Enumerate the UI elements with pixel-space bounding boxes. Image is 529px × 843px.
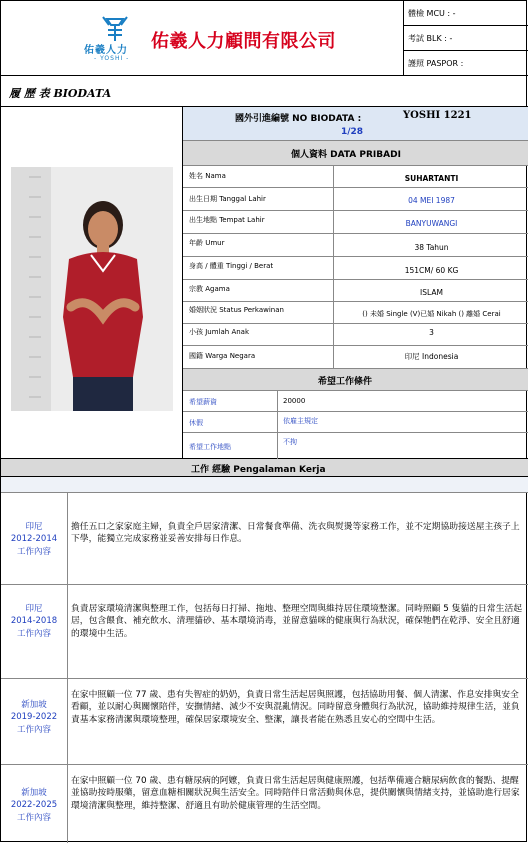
age-value: 38 Tahun xyxy=(414,243,449,252)
experience-period xyxy=(1,521,67,558)
experience-years: 2012-2014 xyxy=(10,534,58,545)
table-row xyxy=(183,346,528,369)
biodata-number-value: YOSHI 1221 xyxy=(403,110,472,121)
marital-status-value: () 未婚 Single (V)已婚 Nikah () 離婚 Cerai xyxy=(362,310,501,318)
table-row xyxy=(183,280,528,302)
table-row xyxy=(183,166,528,188)
table-row xyxy=(183,257,528,280)
personal-section-title: 個人資料 DATA PRIBADI xyxy=(291,150,401,160)
wish-table xyxy=(183,391,528,459)
table-row xyxy=(183,391,528,412)
birth-place-value: BANYUWANGI xyxy=(405,219,458,228)
photo-frame xyxy=(1,107,183,459)
company-name: 佑羲人力顧問有限公司 xyxy=(151,31,336,52)
experience-years: 2022-2025 xyxy=(10,800,58,811)
list-item xyxy=(1,493,528,585)
experience-tag: 工作內容 xyxy=(16,628,51,639)
holiday-label: 休假 xyxy=(189,419,203,427)
table-row xyxy=(183,234,528,257)
logo-text-cn: 佑羲人力 xyxy=(84,45,128,56)
table-row xyxy=(183,412,528,433)
salary-value: 20000 xyxy=(283,397,306,405)
document-title: 履 歷 表 BIODATA xyxy=(1,76,528,107)
logo-text-en: - YOSHI - xyxy=(94,55,130,62)
table-row xyxy=(183,188,528,211)
header-brand xyxy=(1,1,404,76)
experience-years: 2014-2018 xyxy=(10,616,58,627)
experience-section-title: 工作 經驗 Pengalaman Kerja xyxy=(191,465,326,475)
column-divider xyxy=(277,391,278,459)
experience-years: 2019-2022 xyxy=(10,712,58,723)
location-label: 希望工作地點 xyxy=(189,443,231,451)
experience-period xyxy=(1,699,67,736)
religion-label: 宗教 Agama xyxy=(189,285,230,293)
table-row xyxy=(183,433,528,459)
name-value: SUHARTANTI xyxy=(404,174,459,183)
experience-tag: 工作內容 xyxy=(16,546,51,557)
biodata-number-label: 國外引進編號 NO BIODATA : xyxy=(235,114,362,124)
experience-description: 在家中照顧一位 70 歲、患有糖尿病的阿嬤，負責日常生活起居與健康照護，包括準備適合糖尿病飲食的餐點、提醒並協助按時服藥，留意血糖相關狀況與生活安全。同時陪伴日常活動與休息，提供關懷與情緒支持，並協助進行居家環境清潔與整理，維持整潔、舒適且有助於健康管理的生活空間。 xyxy=(71,776,520,811)
table-row xyxy=(183,324,528,346)
applicant-photo xyxy=(11,167,173,411)
children-value: 3 xyxy=(429,328,434,337)
religion-value: ISLAM xyxy=(420,288,443,297)
experience-country: 新加坡 xyxy=(21,700,47,710)
marital-status-label: 婚姻狀況 Status Perkawinan xyxy=(189,306,284,314)
name-label: 姓名 Nama xyxy=(189,172,226,180)
birth-place-label: 出生地點 Tempat Lahir xyxy=(189,216,265,224)
table-row xyxy=(183,302,528,324)
wish-section-header xyxy=(183,369,528,391)
column-divider xyxy=(333,166,334,369)
birth-date-value: 04 MEI 1987 xyxy=(408,196,455,205)
biodata-number-box xyxy=(183,107,528,141)
page-number: 1/28 xyxy=(341,127,364,137)
holiday-value: 依雇主規定 xyxy=(283,417,318,425)
experience-description: 擔任五口之家家庭主婦，負責全戶居家清潔、日常餐食準備、洗衣與熨燙等家務工作，並不定期協助接送屋主孩子上下學，能獨立完成家務並妥善安排每日作息。 xyxy=(71,522,520,545)
blk-field: 考試 BLK : - xyxy=(404,26,528,51)
list-item xyxy=(1,585,528,679)
experience-country: 印尼 xyxy=(25,604,43,614)
experience-tag: 工作內容 xyxy=(16,812,51,823)
experience-country: 印尼 xyxy=(25,522,43,532)
nationality-label: 國籍 Warga Negara xyxy=(189,352,256,360)
children-label: 小孩 Jumlah Anak xyxy=(189,328,250,336)
experience-country: 新加坡 xyxy=(21,788,47,798)
experience-spacer-row xyxy=(1,477,528,493)
personal-section-header xyxy=(183,141,528,166)
salary-label: 希望薪資 xyxy=(189,398,217,406)
location-value: 不拘 xyxy=(283,438,297,446)
experience-description: 負責居家環境清潔與整理工作，包括每日打掃、拖地、整理空間與維持居住環境整潔。同時照顧 5 隻貓的日常生活起居，包含餵食、補充飲水、清理貓砂、基本環境消毒，並留意貓咪的健康與行為狀況，確保牠們在乾淨、安全且舒適的環境中生活。 xyxy=(71,604,523,639)
experience-description: 在家中照顧一位 77 歲、患有失智症的奶奶，負責日常生活起居與照護，包括協助用餐、個人清潔、作息安排與安全看顧，並以耐心與關懷陪伴，安撫情緒、減少不安與混亂情況。同時留意身體與行為狀況，協助維持規律生活，並負責基本家務清潔與環境整理，確保居家環境安全、整潔，讓長者能在熟悉且安心的空間中生活。 xyxy=(71,690,520,725)
experience-tag: 工作內容 xyxy=(16,724,51,735)
table-row xyxy=(183,211,528,234)
birth-date-label: 出生日期 Tanggal Lahir xyxy=(189,195,266,203)
height-weight-value: 151CM/ 60 KG xyxy=(404,266,459,275)
list-item xyxy=(1,765,528,843)
list-item xyxy=(1,679,528,765)
wish-section-title: 希望工作條件 xyxy=(318,377,373,387)
height-weight-label: 身高 / 體重 Tinggi / Berat xyxy=(189,262,274,270)
nationality-value: 印尼 Indonesia xyxy=(404,352,459,361)
passport-field: 護照 PASPOR : xyxy=(404,51,528,76)
experience-section-header xyxy=(1,459,528,477)
age-label: 年齡 Umur xyxy=(189,239,225,247)
mcu-field: 體檢 MCU : - xyxy=(404,1,528,26)
experience-period xyxy=(1,787,67,824)
experience-period xyxy=(1,603,67,640)
experience-list xyxy=(1,493,528,843)
